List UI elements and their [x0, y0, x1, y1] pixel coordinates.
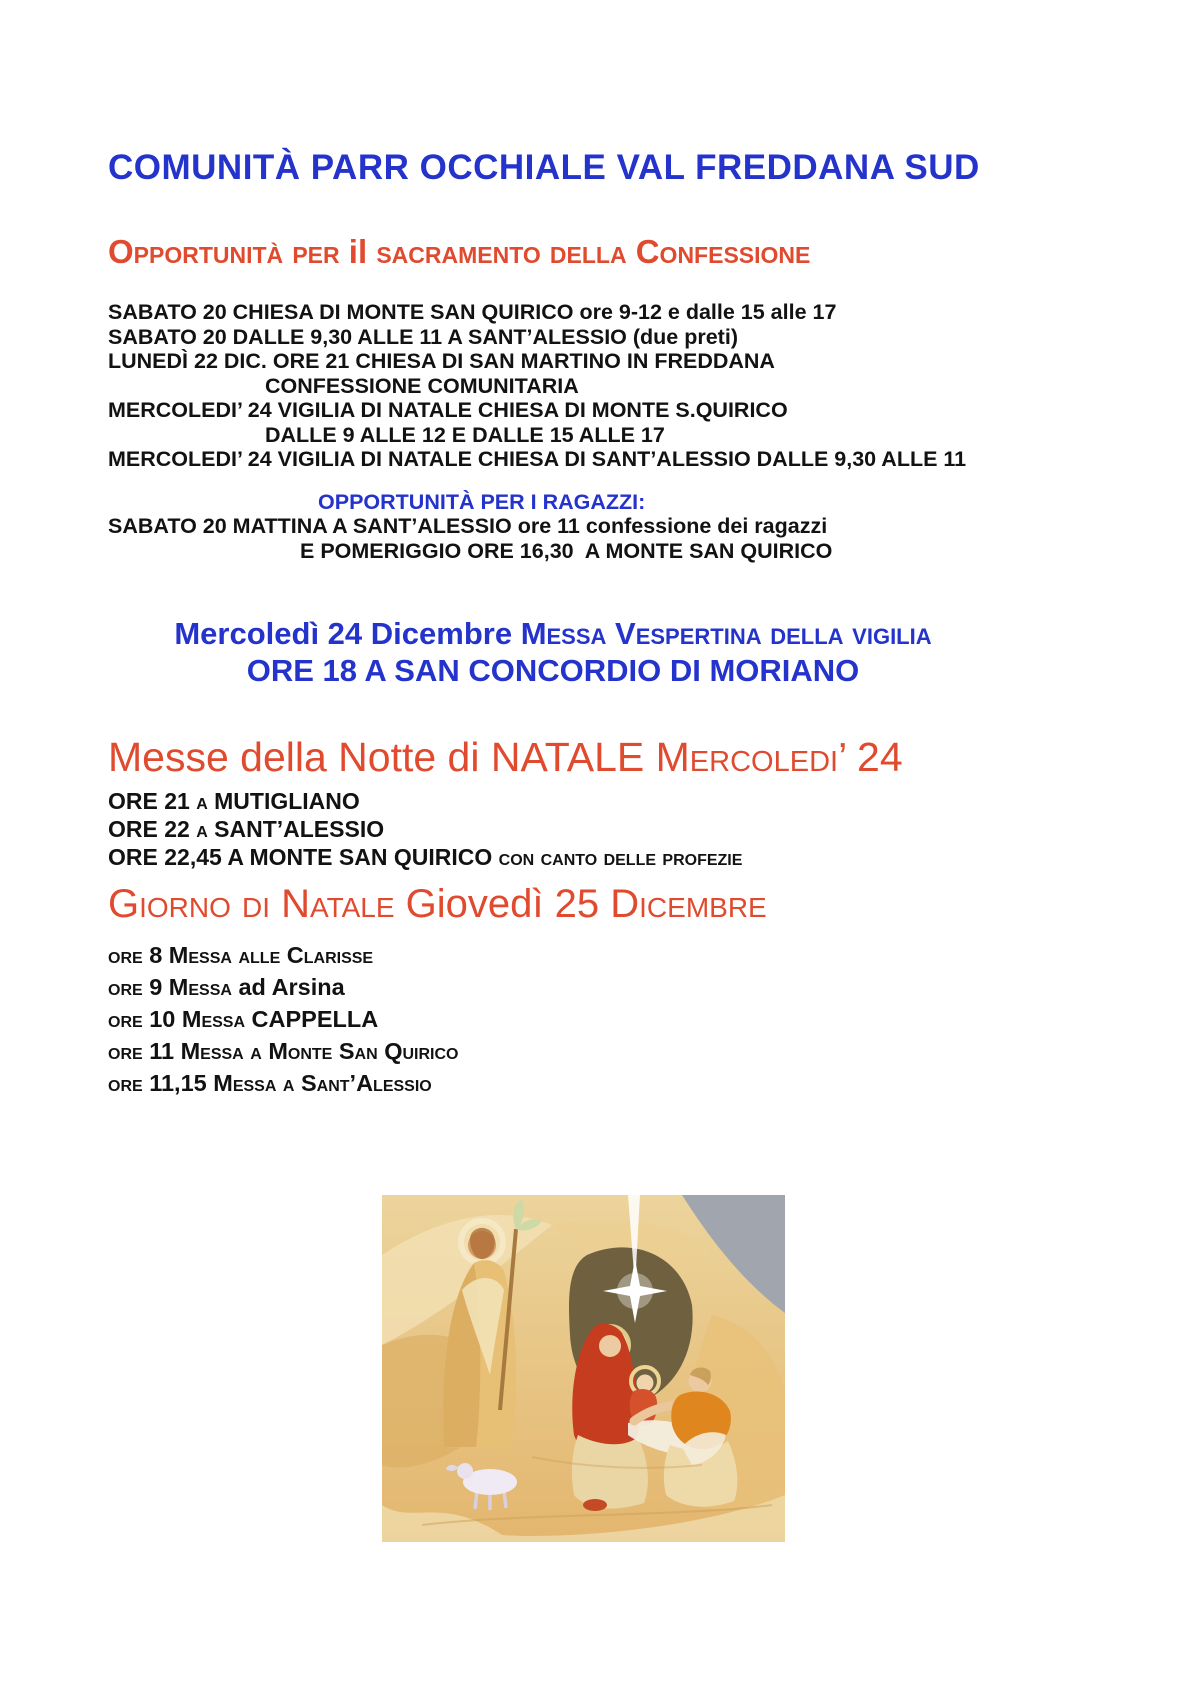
giorno-line-4: [108, 1035, 1095, 1067]
giorno-line-4-sc: ore 11 Messa a Monte San Quirico: [108, 1038, 459, 1064]
notte-line-1: ORE 21 a MUTIGLIANO: [108, 788, 360, 814]
giorno-line-3-plain: CAPPELLA: [251, 1006, 379, 1032]
confessione-heading: [108, 234, 1095, 270]
vespertina-heading-messa: Messa Vespertina della vigilia: [520, 616, 932, 651]
giorno-line-5-sc: ore 11,15 Messa a Sant’Alessio: [108, 1070, 432, 1096]
notte-heading: [108, 733, 1095, 781]
ragazzi-line-1: SABATO 20 MATTINA A SANT’ALESSIO ore 11 confessione dei ragazzi: [108, 514, 828, 538]
giorno-line-2-plain: ad Arsina: [238, 974, 345, 1000]
giorno-heading-part1: Giorno di Natale: [108, 882, 406, 926]
notte-heading-part2: Mercoledi’ 24: [655, 734, 903, 780]
giorno-line-3-sc: ore 10 Messa: [108, 1006, 252, 1032]
confessione-line-4: CONFESSIONE COMUNITARIA: [265, 373, 579, 398]
vespertina-heading-date: Mercoledì 24 Dicembre: [174, 616, 521, 651]
notte-line-3: ORE 22,45 A MONTE SAN QUIRICO con canto delle profezie: [108, 844, 743, 870]
giorno-heading: [108, 881, 1095, 927]
confessione-schedule: [108, 300, 1095, 472]
vespertina-heading-line2: ORE 18 A SAN CONCORDIO DI MORIANO: [246, 653, 860, 688]
page-title: COMUNITÀ PARR OCCHIALE VAL FREDDANA SUD: [108, 148, 980, 187]
confessione-line-2: SABATO 20 DALLE 9,30 ALLE 11 A SANT’ALESSIO (due preti): [108, 324, 738, 349]
giorno-heading-part3: Dicembre: [610, 882, 767, 926]
confessione-line-5: MERCOLEDI’ 24 VIGILIA DI NATALE CHIESA DI MONTE S.QUIRICO: [108, 398, 788, 422]
confessione-heading-part2: il: [348, 233, 377, 270]
giorno-line-2-sc: ore 9 Messa: [108, 974, 239, 1000]
confessione-line-3: LUNEDÌ 22 DIC. ORE 21 CHIESA DI SAN MARTINO IN FREDDANA: [108, 349, 775, 373]
giorno-schedule: [108, 939, 1095, 1099]
confessione-line-1: SABATO 20 CHIESA DI MONTE SAN QUIRICO ore 9-12 e dalle 15 alle 17: [108, 300, 837, 324]
confessione-line-6: DALLE 9 ALLE 12 E DALLE 15 ALLE 17: [265, 422, 665, 447]
giorno-line-1: [108, 939, 1095, 971]
giorno-line-3: [108, 1003, 1095, 1035]
giorno-line-5: [108, 1067, 1095, 1099]
giorno-line-1-sc: ore 8 Messa alle Clarisse: [108, 942, 374, 968]
confessione-heading-part1: Opportunità per: [108, 233, 349, 270]
ragazzi-heading: OPPORTUNITÀ PER I RAGAZZI:: [318, 489, 646, 514]
notte-heading-part1: Messe della Notte di NATALE: [108, 734, 656, 780]
ragazzi-schedule: [108, 514, 1095, 563]
vespertina-heading: [108, 615, 998, 689]
nativity-painting-image: [382, 1195, 785, 1542]
notte-schedule: [108, 787, 1095, 871]
giorno-line-2: [108, 971, 1095, 1003]
ragazzi-line-2: E POMERIGGIO ORE 16,30 A MONTE SAN QUIRICO: [300, 538, 833, 563]
giorno-heading-part2: Giovedì 25: [405, 882, 611, 926]
vespertina-heading-line1: [108, 615, 998, 652]
notte-line-2: ORE 22 a SANT’ALESSIO: [108, 816, 385, 842]
confessione-line-7: MERCOLEDI’ 24 VIGILIA DI NATALE CHIESA DI SANT’ALESSIO DALLE 9,30 ALLE 11: [108, 447, 967, 471]
confessione-heading-part3: sacramento della Confessione: [376, 233, 811, 270]
